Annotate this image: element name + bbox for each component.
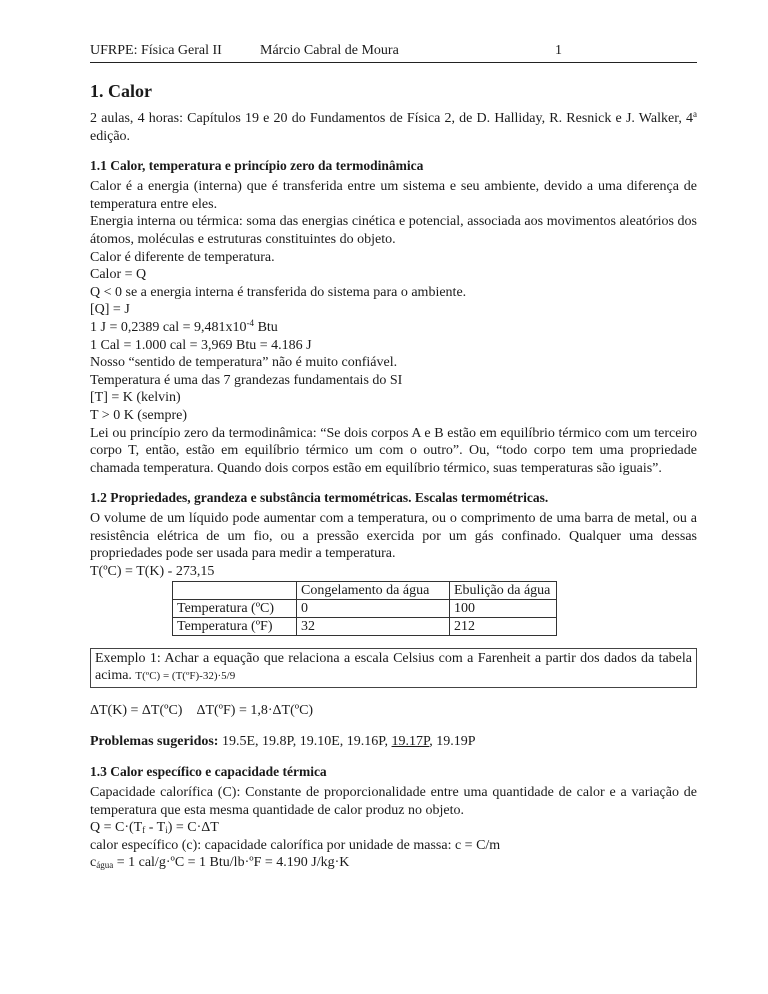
header-author: Márcio Cabral de Moura	[260, 43, 399, 58]
problems-list-end: , 19.19P	[429, 734, 476, 750]
c-symbol: c	[90, 855, 97, 871]
eq-sub-i: i	[165, 825, 168, 836]
eq-sub-f: f	[142, 825, 146, 836]
s1-paragraph: Energia interna ou térmica: soma das energias cinética e potencial, associada aos movimentos aleatórios dos átomos, moléculas e estruturas constituintes do objeto.	[90, 214, 697, 247]
document-body	[90, 80, 697, 872]
header-page-number: 1	[555, 43, 562, 58]
table-row	[173, 599, 557, 617]
s1-line: Calor = Q	[90, 267, 147, 283]
s1-zeroth-law: Lei ou princípio zero da termodinâmica: “Se dois corpos A e B estão em equilíbrio térmico com um terceiro corpo T, então, estão em equilíbrio térmico um com o outro”. Ou, “todo corpo tem uma propriedade chamada temperatura. Quando dois corpos estão em equilíbrio térmico, suas temperaturas são iguais”.	[90, 425, 697, 476]
c-subscript: água	[96, 860, 114, 871]
s2-paragraph: O volume de um líquido pode aumentar com a temperatura, ou o comprimento de uma barra de metal, ou a resistência elétrica de um fio, ou a pressão exercida por um gás confinado. Qualquer uma dessas propriedades pode ser usada para medir a temperatura.	[90, 511, 697, 562]
delta-fahrenheit-celsius: ΔT(ºF) = 1,8·ΔT(ºC)	[196, 702, 314, 718]
eq-part: ) = C·ΔT	[167, 820, 219, 836]
table-cell: 212	[450, 617, 557, 635]
table-cell: Temperatura (ºC)	[173, 599, 297, 617]
problems-label: Problemas sugeridos:	[90, 734, 219, 750]
s1-paragraph: Calor é a energia (interna) que é transferida entre um sistema e seu ambiente, devido a uma diferença de temperatura entre eles.	[90, 179, 697, 212]
table-cell: Temperatura (ºF)	[173, 617, 297, 635]
eq-part: Q = C·(T	[90, 820, 143, 836]
section-2-title: 1.2 Propriedades, grandeza e substância termométricas. Escalas termométricas.	[90, 490, 549, 506]
table-cell: 100	[450, 599, 557, 617]
s1-line: [Q] = J	[90, 302, 130, 318]
table-header-cell	[173, 581, 297, 599]
section-3-title: 1.3 Calor específico e capacidade térmica	[90, 764, 327, 780]
s1-line: Q < 0 se a energia interna é transferida do sistema para o ambiente.	[90, 284, 467, 300]
s3-paragraph: Capacidade calorífica (C): Constante de proporcionalidade entre uma quantidade de calor e a variação de temperatura que esta mesma quantidade de calor produz no objeto.	[90, 785, 697, 818]
example-answer: T(ºC) = (T(ºF)-32)·5/9	[135, 670, 236, 683]
table-header-cell: Congelamento da água	[297, 581, 450, 599]
intro-text-end: edição.	[90, 128, 131, 144]
table-cell: 0	[297, 599, 450, 617]
conv-unit: Btu	[254, 319, 278, 335]
temperature-table	[172, 581, 557, 636]
example-box	[90, 648, 697, 688]
eq-part: - T	[145, 820, 166, 836]
c-value: = 1 cal/g·ºC = 1 Btu/lb·ºF = 4.190 J/kg·K	[113, 855, 350, 871]
table-cell: 32	[297, 617, 450, 635]
s3-line: calor específico (c): capacidade calorífica por unidade de massa: c = C/m	[90, 837, 501, 853]
intro-sup: a	[693, 109, 697, 119]
page-header	[90, 38, 697, 63]
table-header-cell: Ebulição da água	[450, 581, 557, 599]
example-question: Exemplo 1: Achar a equação que relaciona a escala Celsius com a Farenheit a partir dos dados da tabela acima.	[95, 650, 692, 684]
delta-relations	[90, 702, 697, 720]
s3-heat-equation	[90, 819, 697, 837]
example-text	[95, 650, 692, 686]
chapter-title: 1. Calor	[90, 81, 152, 101]
problems-list: 19.5E, 19.8P, 19.10E, 19.16P,	[218, 734, 392, 750]
conv-text: 1 J = 0,2389 cal = 9,481x10	[90, 319, 247, 335]
s1-line: 1 Cal = 1.000 cal = 3,969 Btu = 4.186 J	[90, 337, 312, 353]
problem-highlighted: 19.17P	[391, 734, 430, 750]
intro-text: 2 aulas, 4 horas: Capítulos 19 e 20 do Fundamentos de Física 2, de D. Halliday, R. Resnick e J. Walker, 4	[90, 111, 693, 126]
chapter-intro	[90, 110, 697, 145]
s1-line: [T] = K (kelvin)	[90, 390, 181, 406]
table-row	[173, 617, 557, 635]
delta-kelvin-celsius: ΔT(K) = ΔT(ºC)	[90, 702, 183, 718]
conv-exponent: -4	[246, 317, 255, 328]
s1-line-conversion	[90, 319, 697, 337]
section-1-title: 1.1 Calor, temperatura e princípio zero da termodinâmica	[90, 158, 424, 174]
s2-formula: T(ºC) = T(K) - 273,15	[90, 564, 215, 580]
s1-line: T > 0 K (sempre)	[90, 407, 188, 423]
s3-water-specific-heat	[90, 854, 697, 872]
table-header-row	[173, 581, 557, 599]
s1-line: Calor é diferente de temperatura.	[90, 249, 275, 265]
header-course: UFRPE: Física Geral II	[90, 43, 222, 58]
s1-line: Nosso “sentido de temperatura” não é muito confiável.	[90, 355, 398, 371]
suggested-problems	[90, 733, 697, 751]
s1-line: Temperatura é uma das 7 grandezas fundamentais do SI	[90, 372, 403, 388]
